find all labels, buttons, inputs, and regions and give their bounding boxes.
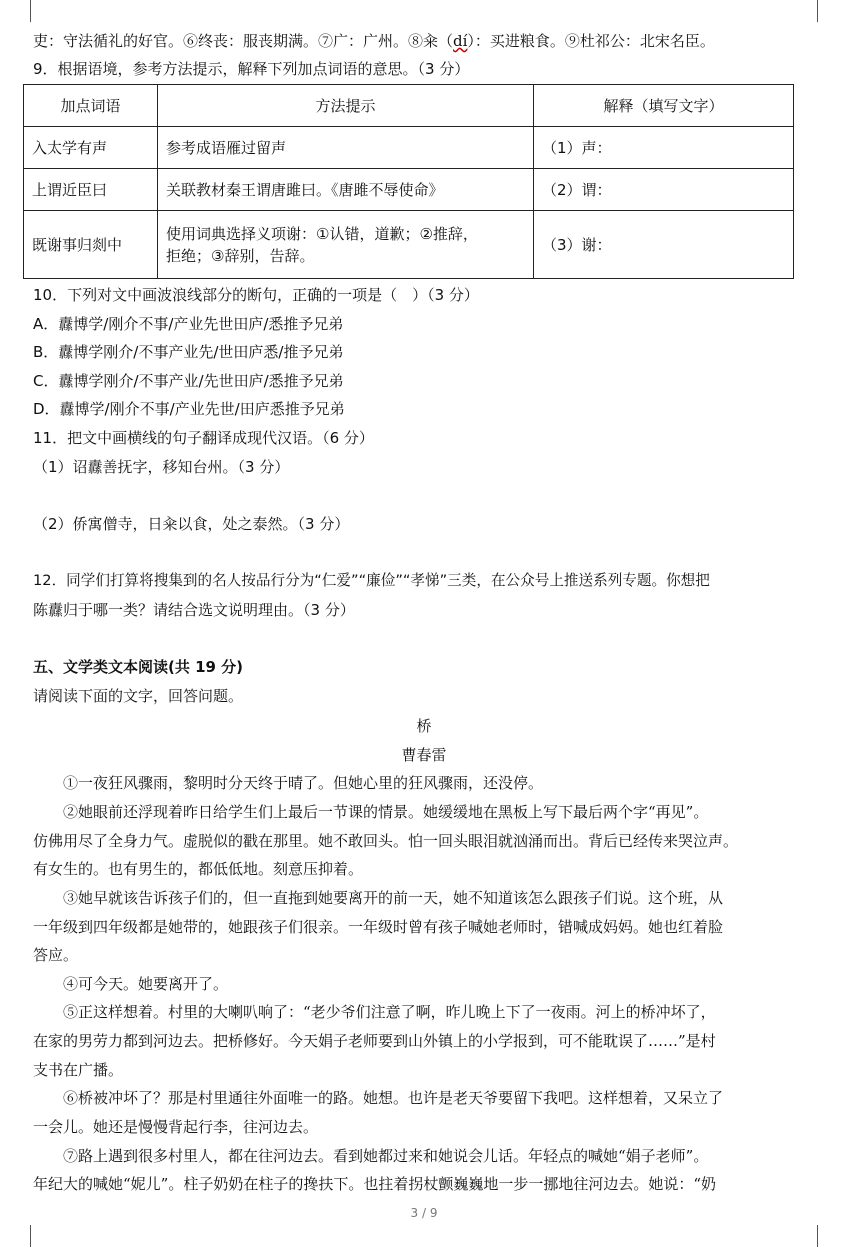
- word-cell: 上谓近臣曰: [24, 169, 158, 211]
- paragraph-3-cont: 答应。: [33, 946, 79, 964]
- paragraph-5-cont: 支书在广播。: [33, 1061, 124, 1079]
- paragraph-2-cont: 仿佛用尽了全身力气。虚脱似的戳在那里。她不敢回头。怕一回头眼泪就汹涌而出。背后已经传来哭泣声。: [33, 832, 739, 850]
- word-cell: 既谢事归剡中: [24, 211, 158, 279]
- crop-mark-bottom-right: [817, 1225, 818, 1247]
- q10-option-c[interactable]: C．纛博学刚介/不事产业/先世田庐/悉推予兄弟: [33, 372, 344, 390]
- answer-cell[interactable]: （1）声：: [534, 127, 794, 169]
- section-heading: 五、文学类文本阅读(共 19 分): [33, 658, 244, 676]
- paragraph-5-cont: 在家的男劳力都到河边去。把桥修好。今天娟子老师要到山外镇上的小学报到，可不能耽误了……”是村: [33, 1032, 716, 1050]
- pinyin-annotation: dí: [453, 32, 468, 50]
- table-row: [24, 127, 794, 169]
- paragraph-2-cont: 有女生的。也有男生的，都低低地。刻意压抑着。: [33, 860, 364, 878]
- header-hint: 方法提示: [158, 85, 534, 127]
- answer-cell[interactable]: （2）谓：: [534, 169, 794, 211]
- crop-mark-bottom-left: [30, 1225, 31, 1247]
- article-author: 曹春雷: [401, 746, 447, 764]
- q12-line-1: 12．同学们打算将搜集到的名人按品行分为“仁爱”“廉俭”“孝悌”三类，在公众号上推送系列专题。你想把: [33, 572, 710, 589]
- section-instruction: 请阅读下面的文字，回答问题。: [33, 687, 244, 705]
- footnote-line: 吏：守法循礼的好官。⑥终丧：服丧期满。⑦广：广州。⑧籴（dí）：买进粮食。⑨杜祁公：北宋名臣。: [33, 32, 715, 50]
- paragraph-1: ①一夜狂风骤雨，黎明时分天终于晴了。但她心里的狂风骤雨，还没停。: [63, 774, 544, 792]
- paragraph-6-cont: 一会儿。她还是慢慢背起行李，往河边去。: [33, 1118, 319, 1136]
- paragraph-4: ④可今天。她要离开了。: [63, 975, 229, 993]
- table-row: [24, 169, 794, 211]
- crop-mark-top-left: [30, 0, 31, 22]
- q10-option-b[interactable]: B．纛博学刚介/不事产业先/世田庐悉/推予兄弟: [33, 343, 344, 361]
- paragraph-6: ⑥桥被冲坏了？那是村里通往外面唯一的路。她想。也许是老天爷要留下我吧。这样想着，又呆立了: [63, 1089, 724, 1107]
- paragraph-2: ②她眼前还浮现着昨日给学生们上最后一节课的情景。她缓缓地在黑板上写下最后两个字“再见”。: [63, 803, 709, 821]
- q10-option-a[interactable]: A．纛博学/刚介不事/产业先世田庐/悉推予兄弟: [33, 315, 344, 333]
- page-number: 3 / 9: [410, 1206, 438, 1220]
- q10-option-d[interactable]: D．纛博学/刚介不事/产业先世/田庐悉推予兄弟: [33, 400, 345, 418]
- hint-cell: 参考成语雁过留声: [158, 127, 534, 169]
- hint-cell: 关联教材秦王谓唐雎曰。《唐雎不辱使命》: [158, 169, 534, 211]
- q11-item-1: （1）诏纛善抚字，移知台州。（3 分）: [33, 458, 290, 476]
- paragraph-3: ③她早就该告诉孩子们的，但一直拖到她要离开的前一天，她不知道该怎么跟孩子们说。这个班，从: [63, 889, 724, 907]
- table-header-row: [24, 85, 794, 127]
- hint-cell: 使用词典选择义项谢：①认错，道歉；②推辞， 拒绝；③辞别，告辞。: [158, 211, 534, 279]
- q11-item-2: （2）侨寓僧寺，日籴以食，处之泰然。（3 分）: [33, 515, 350, 533]
- paragraph-3-cont: 一年级到四年级都是她带的，她跟孩子们很亲。一年级时曾有孩子喊她老师时，错喊成妈妈。她也红着脸: [33, 918, 724, 936]
- answer-cell[interactable]: （3）谢：: [534, 211, 794, 279]
- paragraph-7-cont: 年纪大的喊她“妮儿”。柱子奶奶在柱子的搀扶下。也拄着拐杖颤巍巍地一步一挪地往河边去。她说：“奶: [33, 1175, 717, 1193]
- q12-line-2: 陈纛归于哪一类？请结合选文说明理由。（3 分）: [33, 601, 355, 619]
- crop-mark-top-right: [817, 0, 818, 22]
- article-title: 桥: [416, 717, 432, 735]
- header-word: 加点词语: [24, 85, 158, 127]
- q9-table: [23, 84, 794, 279]
- header-answer: 解释（填写文字）: [534, 85, 794, 127]
- paragraph-7: ⑦路上遇到很多村里人，都在往河边去。看到她都过来和她说会儿话。年轻点的喊她“娟子老师”。: [63, 1147, 709, 1165]
- q10-prompt: 10．下列对文中画波浪线部分的断句，正确的一项是（ ）（3 分）: [33, 286, 479, 304]
- paragraph-5: ⑤正这样想着。村里的大喇叭响了：“老少爷们注意了啊，昨儿晚上下了一夜雨。河上的桥冲坏了，: [63, 1003, 716, 1021]
- q11-prompt: 11．把文中画横线的句子翻译成现代汉语。（6 分）: [33, 429, 374, 447]
- q9-prompt: 9．根据语境，参考方法提示，解释下列加点词语的意思。（3 分）: [33, 60, 470, 78]
- table-row: [24, 211, 794, 279]
- word-cell: 入太学有声: [24, 127, 158, 169]
